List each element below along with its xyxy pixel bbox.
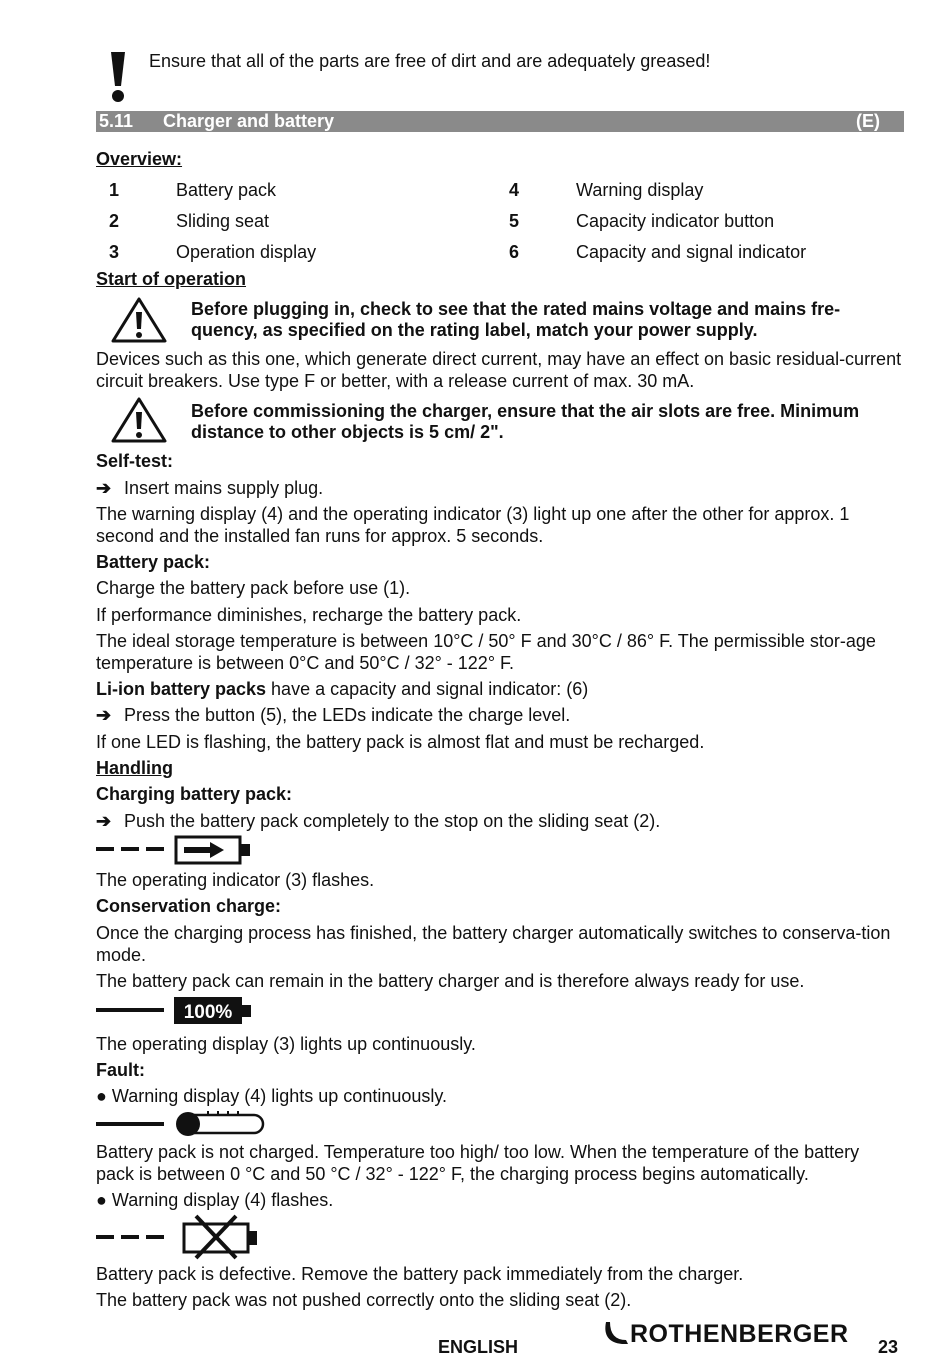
- selftest-paragraph: The warning display (4) and the operating indicator (3) light up one after the other for approx. 1 second and the installed fan runs for approx. 5 seconds.: [96, 504, 850, 546]
- overview-num: 5: [509, 211, 520, 231]
- battery-full-label: 100%: [183, 1002, 233, 1023]
- battery-charging-icon: [96, 834, 256, 866]
- overview-num: 3: [109, 242, 120, 262]
- conservation-p1: Once the charging process has finished, the battery charger automatically switches to conserva-tion mode.: [96, 923, 891, 965]
- fault-bullet-2: ● Warning display (4) flashes.: [96, 1190, 334, 1210]
- overview-num: 2: [109, 211, 120, 231]
- overview-num: 1: [109, 180, 120, 200]
- brand-swoosh-icon: [600, 1318, 630, 1348]
- step-text: Insert mains supply plug.: [124, 478, 324, 498]
- arrow-right-icon: ➔: [96, 478, 112, 498]
- battery-defective-icon: [96, 1214, 266, 1260]
- overview-label: Capacity indicator button: [576, 211, 775, 231]
- battery-p3: The ideal storage temperature is between 10°C / 50° F and 30°C / 86° F. The permissible stor-age temperature is between 0°C and 50°C / 32° - 122° F.: [96, 631, 876, 673]
- overview-label: Battery pack: [176, 180, 277, 200]
- handling-heading: Handling: [96, 758, 173, 778]
- charging-result: The operating indicator (3) flashes.: [96, 870, 375, 890]
- conservation-heading: Conservation charge:: [96, 896, 282, 916]
- fault-bullet-1: ● Warning display (4) lights up continuously.: [96, 1086, 448, 1106]
- overview-num: 4: [509, 180, 520, 200]
- conservation-result: The operating display (3) lights up continuously.: [96, 1034, 476, 1054]
- li-ion-text: have a capacity and signal indicator: (6): [266, 679, 589, 699]
- arrow-right-icon: ➔: [96, 705, 112, 725]
- charging-step: [96, 810, 902, 832]
- start-paragraph: Devices such as this one, which generate direct current, may have an effect on basic residual-current circuit breakers. Use type F or better, with a release current of max. 30 mA.: [96, 349, 902, 391]
- fault-p1: Battery pack is not charged. Temperature too high/ too low. When the temperature of the battery pack is between 0 °C and 50 °C / 32° - 122° F, the charging process begins automatically.: [96, 1142, 860, 1184]
- exclamation-icon: [108, 50, 128, 104]
- start-heading: Start of operation: [96, 269, 247, 289]
- overview-heading: Overview:: [96, 149, 183, 169]
- charging-heading: Charging battery pack:: [96, 784, 293, 804]
- fault-p2: Battery pack is defective. Remove the battery pack immediately from the charger.: [96, 1264, 744, 1284]
- battery-p5: If one LED is flashing, the battery pack is almost flat and must be recharged.: [96, 732, 705, 752]
- warning-triangle-icon: [110, 396, 168, 444]
- section-title: Charger and battery: [163, 111, 335, 131]
- page-number: 23: [878, 1337, 899, 1357]
- section-number: 5.11: [99, 111, 134, 131]
- arrow-right-icon: ➔: [96, 811, 112, 831]
- battery-p4: [96, 678, 902, 700]
- overview-label: Operation display: [176, 242, 317, 262]
- battery-heading: Battery pack:: [96, 552, 211, 572]
- step-text: Push the battery pack completely to the stop on the sliding seat (2).: [124, 811, 661, 831]
- battery-full-icon: [96, 996, 256, 1026]
- brand-logo: [600, 1318, 849, 1349]
- overview-num: 6: [509, 242, 520, 262]
- brand-name: ROTHENBERGER: [630, 1320, 849, 1348]
- warning-triangle-icon: [110, 296, 168, 344]
- selftest-step: [96, 477, 902, 499]
- warning-text-voltage: Before plugging in, check to see that the rated mains voltage and mains fre-quency, as specified on the rating label, match your power supply.: [191, 299, 841, 340]
- battery-p1: Charge the battery pack before use (1).: [96, 578, 411, 598]
- section-code: (E): [856, 111, 880, 131]
- selftest-heading: Self-test:: [96, 451, 174, 471]
- battery-step: [96, 704, 902, 726]
- warning-text-air-slots: Before commissioning the charger, ensure that the air slots are free. Minimum distance to other objects is 5 cm/ 2".: [191, 401, 860, 442]
- conservation-p2: The battery pack can remain in the battery charger and is therefore always ready for use.: [96, 971, 805, 991]
- overview-label: Sliding seat: [176, 211, 270, 231]
- overview-label: Capacity and signal indicator: [576, 242, 807, 262]
- footer-language: ENGLISH: [438, 1337, 519, 1357]
- battery-p2: If performance diminishes, recharge the battery pack.: [96, 605, 522, 625]
- fault-heading: Fault:: [96, 1060, 145, 1080]
- step-text: Press the button (5), the LEDs indicate the charge level.: [124, 705, 571, 725]
- section-header: [96, 111, 904, 132]
- battery-temperature-icon: [96, 1110, 266, 1140]
- overview-label: Warning display: [576, 180, 704, 200]
- fault-p3: The battery pack was not pushed correctly onto the sliding seat (2).: [96, 1290, 632, 1310]
- notice-text: Ensure that all of the parts are free of dirt and are adequately greased!: [149, 51, 711, 71]
- li-ion-label: Li-ion battery packs: [96, 679, 267, 699]
